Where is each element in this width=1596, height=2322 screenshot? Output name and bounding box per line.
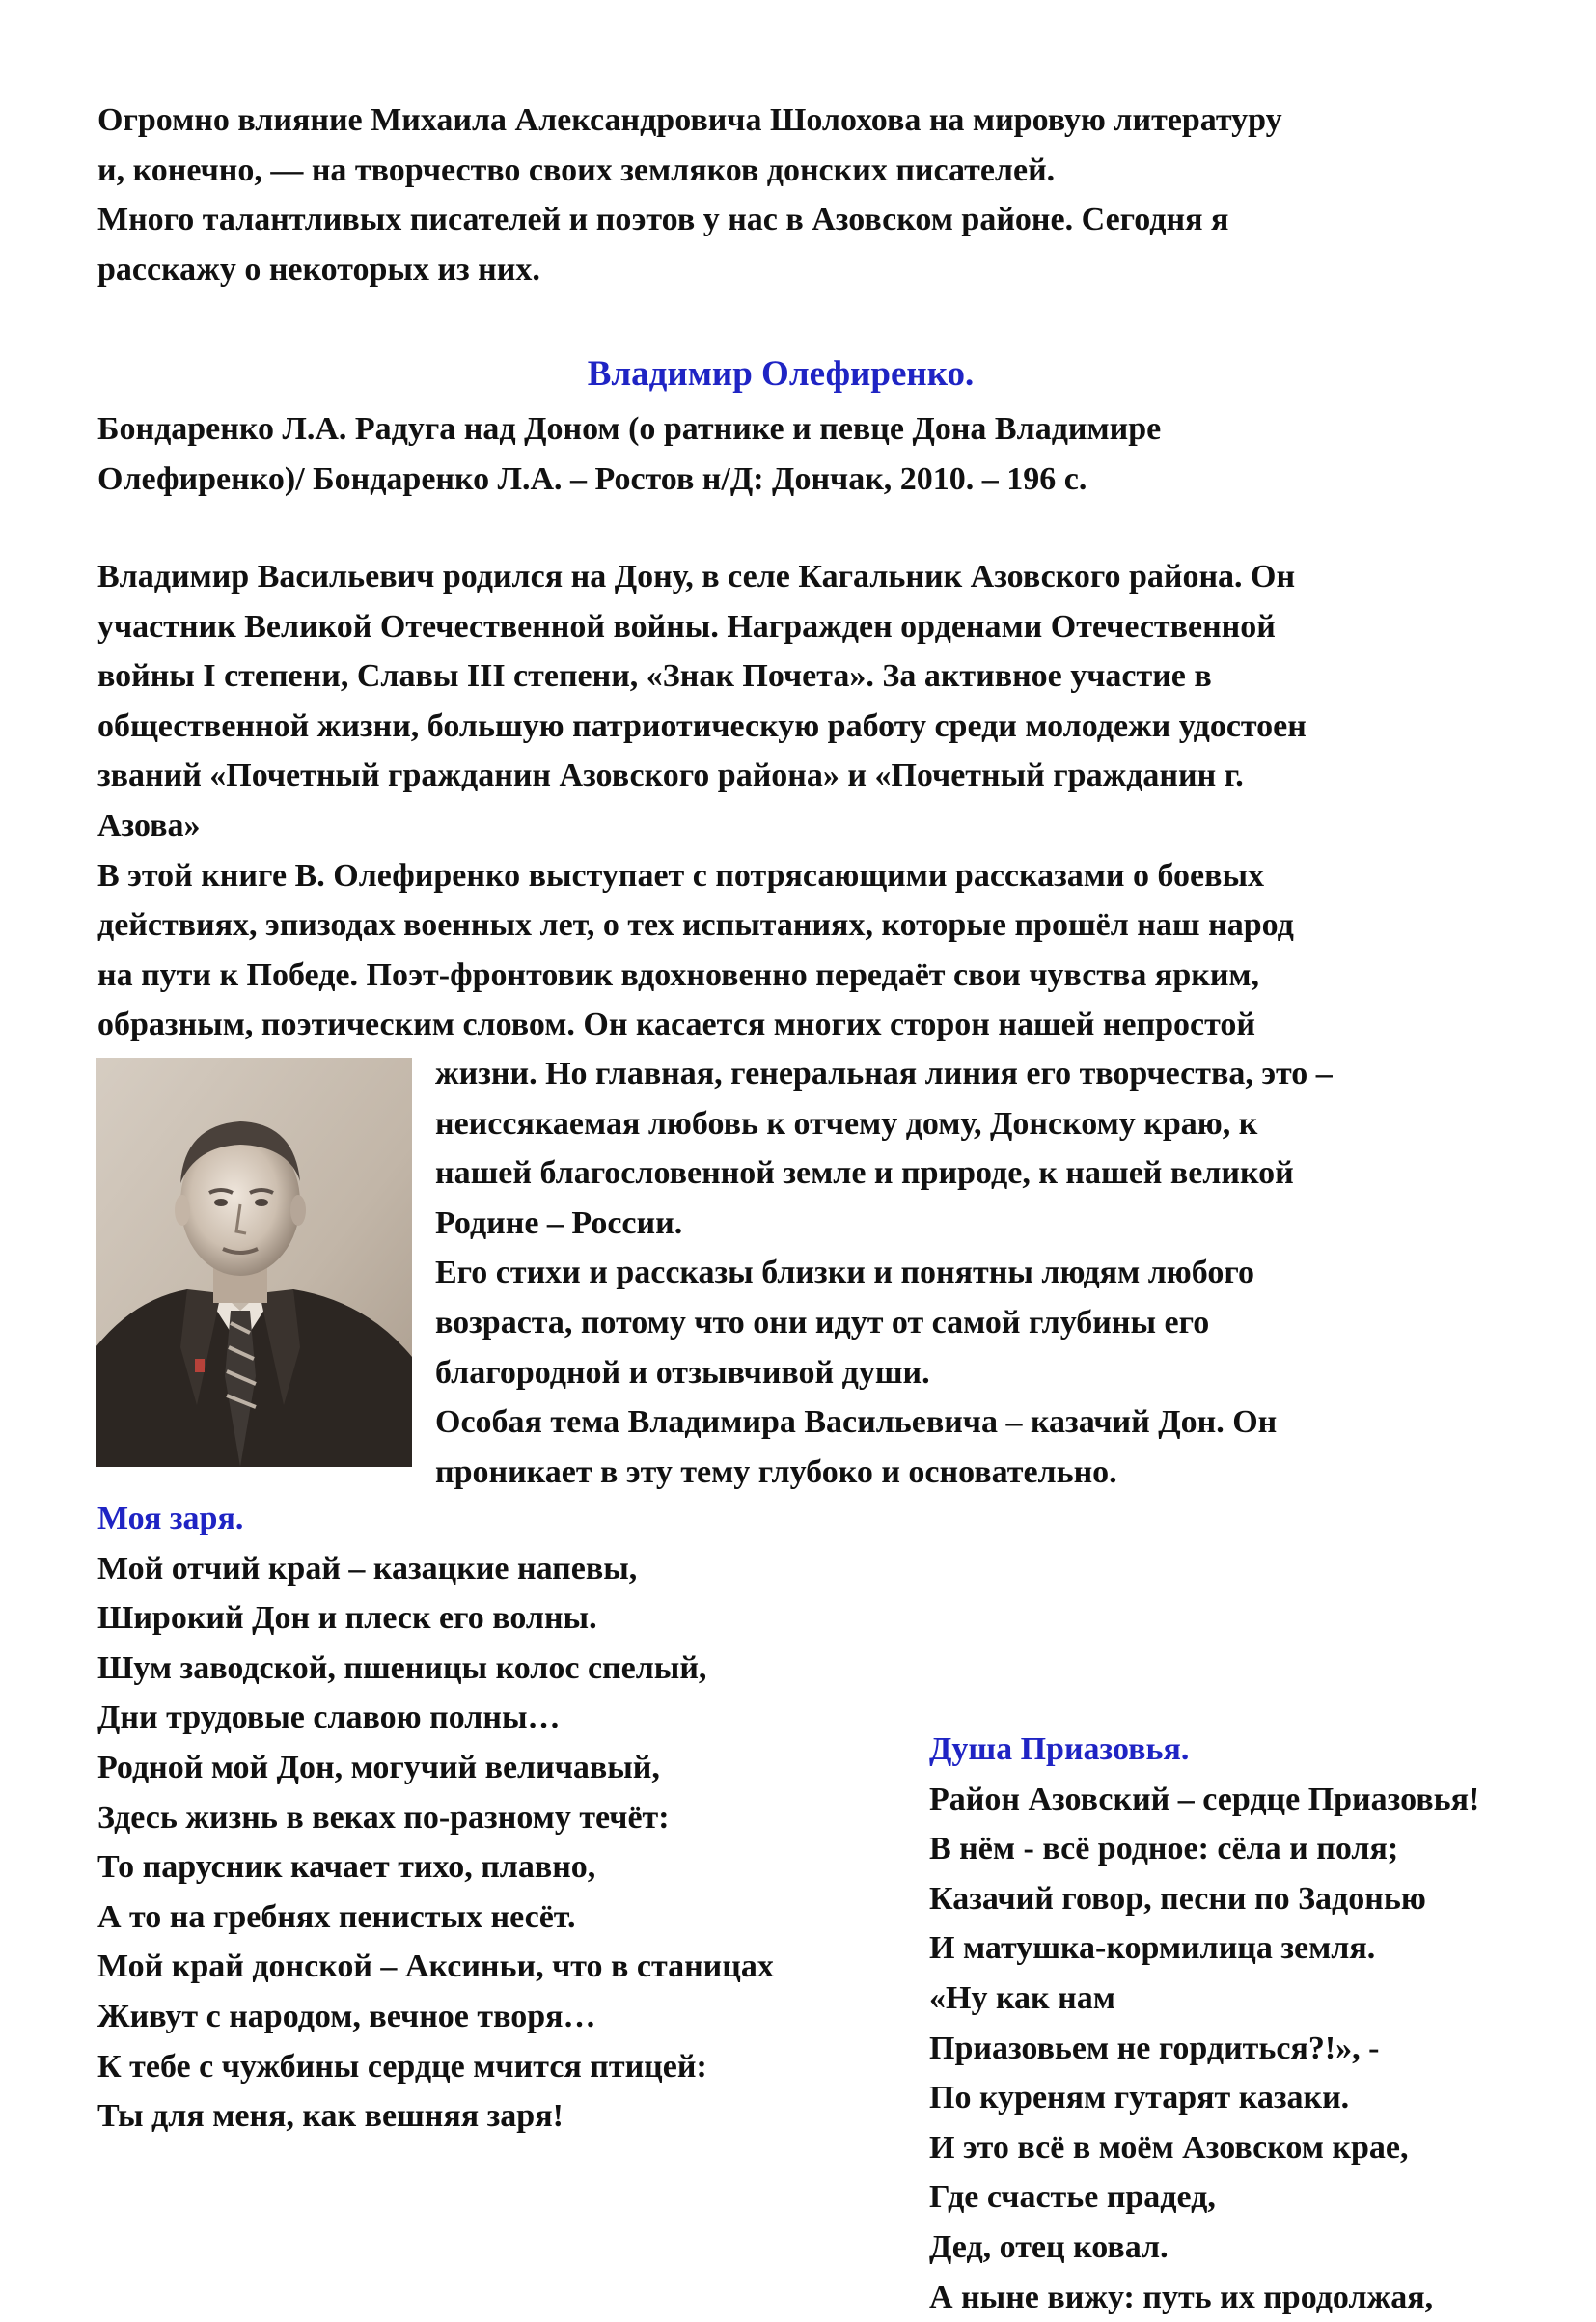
intro-line: Много талантливых писателей и поэтов у нас в Азовском районе. Сегодня я <box>97 202 1229 238</box>
poem-line: Широкий Дон и плеск его волны. <box>97 1600 597 1637</box>
poem-line: К тебе с чужбины сердце мчится птицей: <box>97 2048 707 2085</box>
biography-line: войны I степени, Славы III степени, «Знак Почета». За активное участие в <box>97 658 1212 695</box>
biography-line: действиях, эпизодах военных лет, о тех испытаниях, которые прошёл наш народ <box>97 907 1294 944</box>
poem-line: И это всё в моём Азовском крае, <box>929 2129 1409 2166</box>
portrait-illustration <box>96 1058 412 1467</box>
intro-line: и, конечно, — на творчество своих земляков донских писателей. <box>97 152 1056 188</box>
biography-line: общественной жизни, большую патриотическую работу среди молодежи удостоен <box>97 707 1307 744</box>
poem-line: Здесь жизнь в веках по-разному течёт: <box>97 1799 670 1836</box>
poem-line: А то на гребнях пенистых несёт. <box>97 1898 576 1935</box>
poem-line: А ныне вижу: путь их продолжая, <box>929 2279 1434 2315</box>
author-portrait-photo <box>96 1058 412 1467</box>
bibliography-line: Олефиренко)/ Бондаренко Л.А. – Ростов н/Д: Дончак, 2010. – 196 с. <box>97 460 1087 497</box>
poem-line: Шум заводской, пшеницы колос спелый, <box>97 1649 707 1686</box>
biography-line: жизни. Но главная, генеральная линия его творчества, это – <box>435 1056 1333 1092</box>
poem-line: Ты для меня, как вешняя заря! <box>97 2098 564 2135</box>
biography-line: нашей благословенной земле и природе, к нашей великой <box>435 1155 1294 1192</box>
biography-line: Владимир Васильевич родился на Дону, в селе Кагальник Азовского района. Он <box>97 559 1296 594</box>
biography-wrap-text <box>435 1049 1333 1497</box>
poem-line: То парусник качает тихо, плавно, <box>97 1849 596 1886</box>
biography-line: Его стихи и рассказы близки и понятны людям любого <box>435 1255 1254 1291</box>
intro-line: расскажу о некоторых из них. <box>97 251 540 288</box>
biography-line: на пути к Победе. Поэт-фронтовик вдохновенно передаёт свои чувства ярким, <box>97 956 1260 993</box>
poem-line: Дни трудовые славою полны… <box>97 1700 561 1736</box>
poem-line: Где счастье прадед, <box>929 2179 1216 2216</box>
biography-line: Особая тема Владимира Васильевича – казачий Дон. Он <box>435 1404 1278 1441</box>
poem-line: Район Азовский – сердце Приазовья! <box>929 1781 1480 1817</box>
poem-title: Моя заря. <box>97 1501 244 1536</box>
section-heading <box>0 350 1596 399</box>
poem-line: «Ну как нам <box>929 1979 1115 2016</box>
poem-line: В нём - всё родное: сёла и поля; <box>929 1831 1399 1867</box>
poem-line: И матушка-кормилица земля. <box>929 1930 1376 1967</box>
poem-line: Приазовьем не гордиться?!», - <box>929 2030 1380 2066</box>
bibliography-line: Бондаренко Л.А. Радуга над Доном (о ратнике и певце Дона Владимире <box>97 411 1162 447</box>
intro-line: Огромно влияние Михаила Александровича Шолохова на мировую литературу <box>97 102 1282 138</box>
biography-line: званий «Почетный гражданин Азовского района» и «Почетный гражданин г. <box>97 758 1244 794</box>
intro-paragraph <box>97 96 1282 294</box>
biography-line: образным, поэтическим словом. Он касается многих сторон нашей непростой <box>97 1007 1255 1043</box>
poem-dusha-priazovya <box>929 1725 1479 2322</box>
section-heading-text: Владимир Олефиренко. <box>587 354 975 394</box>
biography-line: неиссякаемая любовь к отчему дому, Донскому краю, к <box>435 1105 1258 1142</box>
biography-line: участник Великой Отечественной войны. Награжден орденами Отечественной <box>97 608 1276 645</box>
poem-line: Мой край донской – Аксиньи, что в станицах <box>97 1949 774 1985</box>
poem-line: Дед, отец ковал. <box>929 2228 1169 2265</box>
biography-line: В этой книге В. Олефиренко выступает с потрясающими рассказами о боевых <box>97 857 1265 894</box>
biography-line: благородной и отзывчивой души. <box>435 1354 930 1391</box>
poem-line: Родной мой Дон, могучий величавый, <box>97 1749 660 1785</box>
poem-moya-zarya <box>97 1494 774 2142</box>
biography-line: проникает в эту тему глубоко и основательно. <box>435 1453 1117 1490</box>
bibliography <box>97 404 1161 504</box>
poem-title: Душа Приазовья. <box>929 1731 1190 1767</box>
poem-line: Живут с народом, вечное творя… <box>97 1998 596 2034</box>
poem-line: Мой отчий край – казацкие напевы, <box>97 1550 638 1587</box>
biography-line: Родине – России. <box>435 1204 683 1241</box>
biography-line: возраста, потому что они идут от самой глубины его <box>435 1304 1210 1341</box>
biography-text <box>97 552 1307 1050</box>
biography-line: Азова» <box>97 807 201 843</box>
poem-line: Казачий говор, песни по Задонью <box>929 1880 1426 1917</box>
poem-line: По куреням гутарят казаки. <box>929 2080 1350 2116</box>
